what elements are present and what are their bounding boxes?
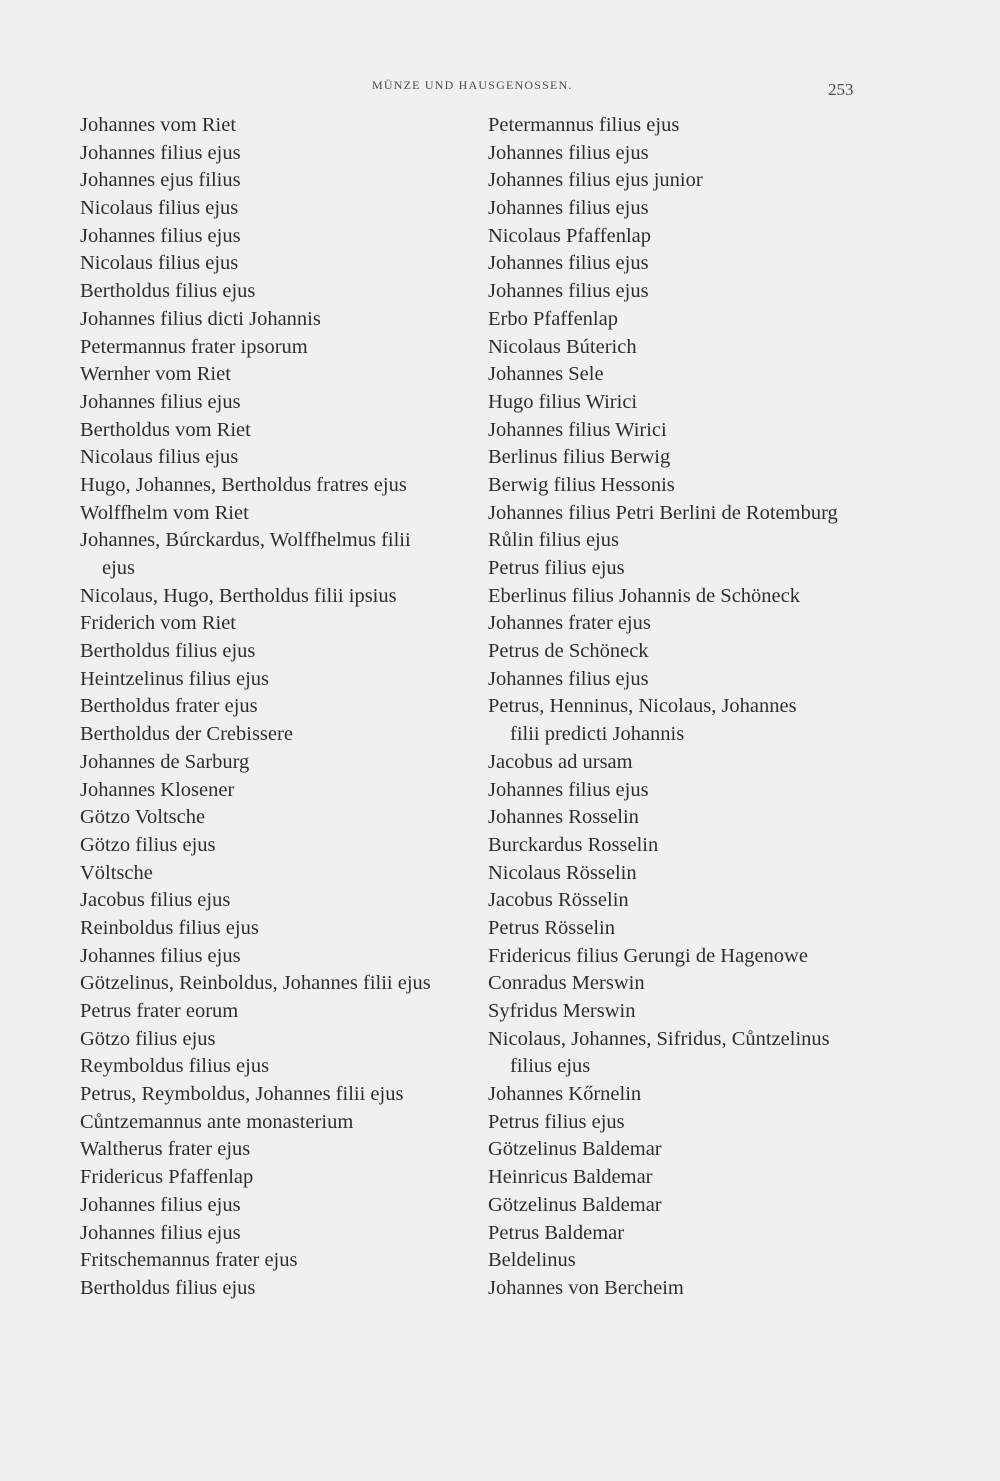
name-entry: Bertholdus frater ejus	[80, 695, 258, 718]
name-entry: Erbo Pfaffenlap	[488, 307, 618, 330]
name-entry: Götzo Voltsche	[80, 806, 206, 829]
name-entry: Jacobus Rösselin	[488, 889, 629, 912]
name-entry: Götzo filius ejus	[80, 833, 216, 856]
name-entry: Friderich vom Riet	[80, 612, 237, 635]
name-entry: Heintzelinus filius ejus	[80, 667, 270, 690]
name-entry: Petrus Baldemar	[488, 1221, 625, 1244]
name-entry: ejus	[102, 557, 136, 579]
name-entry: Johannes frater ejus	[488, 612, 651, 635]
name-entry: Petermannus frater ipsorum	[80, 335, 308, 358]
name-entry: Völtsche	[80, 861, 153, 884]
name-entry: Nicolaus Pfaffenlap	[488, 224, 651, 247]
name-entry: filii predicti Johannis	[510, 723, 685, 746]
name-entry: Götzelinus Baldemar	[488, 1193, 662, 1216]
name-entry: Růlin filius ejus	[488, 529, 619, 552]
name-entry: Nicolaus Búterich	[488, 335, 637, 358]
name-entry: Bertholdus filius ejus	[80, 1276, 256, 1299]
page-number: 253	[828, 80, 854, 99]
name-entry: Wolffhelm vom Riet	[80, 501, 249, 524]
name-entry: Johannes filius ejus	[80, 944, 241, 967]
name-entry: Syfridus Merswin	[488, 1000, 636, 1022]
name-entry: Waltherus frater ejus	[80, 1138, 251, 1161]
name-entry: Johannes filius Wirici	[488, 418, 667, 441]
name-entry: Petrus filius ejus	[488, 557, 625, 579]
name-entry: Nicolaus, Johannes, Sifridus, Cůntzelinus	[488, 1027, 830, 1050]
name-entry: Cůntzemannus ante monasterium	[80, 1110, 354, 1133]
name-entry: Johannes filius Petri Berlini de Rotemburg	[488, 501, 838, 524]
name-entry: Johannes filius ejus	[488, 778, 649, 801]
name-entry: Johannes Kőrnelin	[488, 1083, 642, 1106]
name-entry: Eberlinus filius Johannis de Schöneck	[488, 584, 801, 607]
name-entry: Götzelinus Baldemar	[488, 1138, 662, 1161]
name-entry: Conradus Merswin	[488, 972, 645, 995]
name-entry: Beldelinus	[488, 1249, 576, 1272]
name-entry: Reymboldus filius ejus	[80, 1055, 270, 1078]
name-entry: Johannes filius ejus	[80, 1193, 241, 1216]
name-entry: Nicolaus, Hugo, Bertholdus filii ipsius	[80, 584, 397, 607]
name-entry: filius ejus	[510, 1055, 591, 1078]
name-entry: Reinboldus filius ejus	[80, 916, 259, 939]
name-entry: Johannes filius ejus	[488, 667, 649, 690]
name-entry: Nicolaus filius ejus	[80, 197, 239, 220]
name-entry: Petrus, Reymboldus, Johannes filii ejus	[80, 1083, 404, 1106]
name-entry: Johannes filius ejus	[488, 280, 649, 303]
name-entry: Jacobus filius ejus	[80, 889, 231, 912]
left-column	[80, 112, 475, 1303]
name-entry: Johannes de Sarburg	[80, 750, 250, 773]
name-entry: Nicolaus filius ejus	[80, 252, 239, 275]
name-entry: Johannes filius dicti Johannis	[80, 307, 321, 330]
name-entry: Johannes Sele	[488, 363, 604, 386]
name-entry: Wernher vom Riet	[80, 363, 231, 386]
name-entry: Petrus, Henninus, Nicolaus, Johannes	[488, 695, 797, 718]
name-entry: Petrus Rösselin	[488, 916, 615, 939]
name-entry: Heinricus Baldemar	[488, 1166, 653, 1189]
name-entry: Bertholdus filius ejus	[80, 280, 256, 303]
name-entry: Johannes Rosselin	[488, 806, 639, 829]
name-entry: Götzo filius ejus	[80, 1027, 216, 1050]
name-entry: Petrus de Schöneck	[488, 640, 649, 663]
running-head: MÜNZE UND HAUSGENOSSEN.	[372, 78, 573, 92]
name-entry: Petermannus filius ejus	[488, 114, 680, 136]
name-entry: Johannes filius ejus	[488, 252, 649, 275]
name-entry: Johannes ejus filius	[80, 169, 241, 192]
name-entry: Berlinus filius Berwig	[488, 446, 671, 469]
name-entry: Johannes filius ejus	[488, 141, 649, 164]
name-entry: Berwig filius Hessonis	[488, 473, 675, 496]
name-entry: Johannes von Bercheim	[488, 1276, 684, 1299]
name-entry: Johannes filius ejus	[488, 197, 649, 220]
name-entry: Götzelinus, Reinboldus, Johannes filii ejus	[80, 972, 431, 995]
right-column	[488, 112, 888, 1303]
name-entry: Johannes, Búrckardus, Wolffhelmus filii	[80, 529, 411, 552]
name-entry: Fridericus Pfaffenlap	[80, 1166, 254, 1189]
name-entry: Burckardus Rosselin	[488, 833, 659, 856]
name-entry: Johannes vom Riet	[80, 114, 237, 136]
name-entry: Petrus filius ejus	[488, 1110, 625, 1133]
name-entry: Hugo, Johannes, Bertholdus fratres ejus	[80, 473, 407, 496]
name-entry: Johannes filius ejus	[80, 1221, 241, 1244]
name-entry: Johannes Klosener	[80, 778, 235, 801]
name-entry: Bertholdus vom Riet	[80, 418, 251, 441]
name-entry: Bertholdus filius ejus	[80, 640, 256, 663]
name-entry: Nicolaus filius ejus	[80, 446, 239, 469]
name-entry: Fridericus filius Gerungi de Hagenowe	[488, 944, 808, 967]
name-entry: Nicolaus Rösselin	[488, 861, 637, 884]
name-entry: Petrus frater eorum	[80, 1000, 239, 1022]
name-entry: Johannes filius ejus junior	[488, 169, 703, 192]
name-entry: Johannes filius ejus	[80, 224, 241, 247]
name-entry: Hugo filius Wirici	[488, 390, 638, 413]
name-entry: Fritschemannus frater ejus	[80, 1249, 298, 1272]
name-entry: Jacobus ad ursam	[488, 750, 633, 773]
name-entry: Johannes filius ejus	[80, 141, 241, 164]
name-entry: Johannes filius ejus	[80, 390, 241, 413]
name-entry: Bertholdus der Crebissere	[80, 723, 293, 746]
